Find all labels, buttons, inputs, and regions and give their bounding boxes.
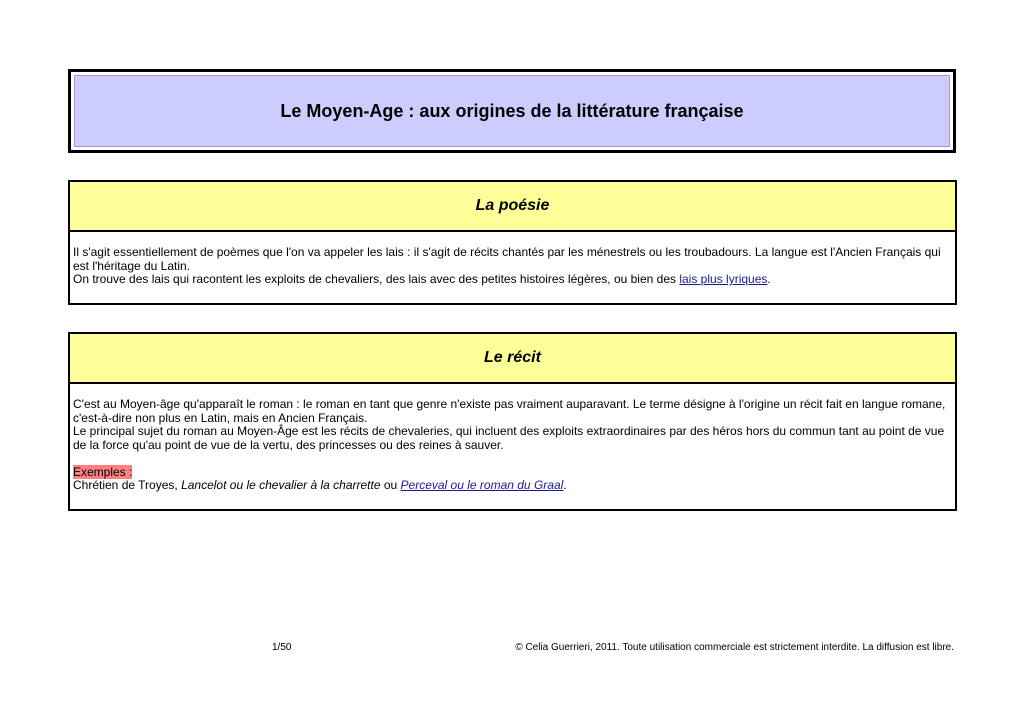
example-period: . bbox=[563, 478, 567, 492]
examples-label-line bbox=[73, 466, 953, 480]
perceval-link[interactable]: Perceval ou le roman du Graal bbox=[400, 478, 564, 492]
poesie-text: On trouve des lais qui racontent les exploits de chevaliers, des lais avec des petites histoires légères, ou bien des bbox=[73, 272, 680, 286]
section-poesie-body bbox=[70, 232, 955, 287]
copyright-notice: © Celia Guerrieri, 2011. Toute utilisation commerciale est strictement interdite. La diffusion est libre. bbox=[515, 642, 954, 653]
examples-line bbox=[73, 479, 953, 493]
section-recit bbox=[68, 332, 957, 511]
title-banner bbox=[74, 75, 950, 147]
recit-paragraph-2: Le principal sujet du roman au Moyen-Âge est les récits de chevaleries, qui incluent des exploits extraordinaires par des héros hors du commun tant au point de vue de la force qu'au point de vue de la vertu, des princesses ou des reines à sauver. bbox=[73, 424, 945, 452]
lais-lyriques-link[interactable]: lais plus lyriques bbox=[679, 272, 768, 286]
poesie-paragraph-2 bbox=[73, 273, 953, 287]
section-poesie-header bbox=[70, 182, 955, 232]
page-number: 1/50 bbox=[272, 642, 292, 653]
example-title-lancelot: Lancelot ou le chevalier à la charrette bbox=[181, 478, 381, 492]
section-recit-body bbox=[70, 384, 955, 493]
example-or: ou bbox=[380, 478, 401, 492]
example-author: Chrétien de Troyes, bbox=[73, 478, 182, 492]
poesie-paragraph-1: Il s'agit essentiellement de poèmes que l'on va appeler les lais : il s'agit de récits chantés par les ménestrels ou les troubadours. La langue est l'Ancien Français qui est l'héritage du Latin. bbox=[73, 245, 941, 273]
recit-paragraph-1: C'est au Moyen-âge qu'apparaît le roman : le roman en tant que genre n'existe pas vraiment auparavant. Le terme désigne à l'origine un récit fait en langue romane, c'est-à-dire non plus en Latin, mais en Ancien Français. bbox=[73, 397, 946, 425]
title-box bbox=[68, 69, 956, 153]
section-recit-heading: Le récit bbox=[484, 349, 541, 366]
examples-label: Exemples : bbox=[73, 464, 133, 479]
section-poesie-heading: La poésie bbox=[475, 197, 550, 214]
section-poesie bbox=[68, 180, 957, 305]
section-recit-header bbox=[70, 334, 955, 384]
poesie-period: . bbox=[767, 272, 771, 286]
paragraph-gap bbox=[73, 452, 953, 466]
page-title: Le Moyen-Age : aux origines de la littérature française bbox=[280, 100, 744, 121]
